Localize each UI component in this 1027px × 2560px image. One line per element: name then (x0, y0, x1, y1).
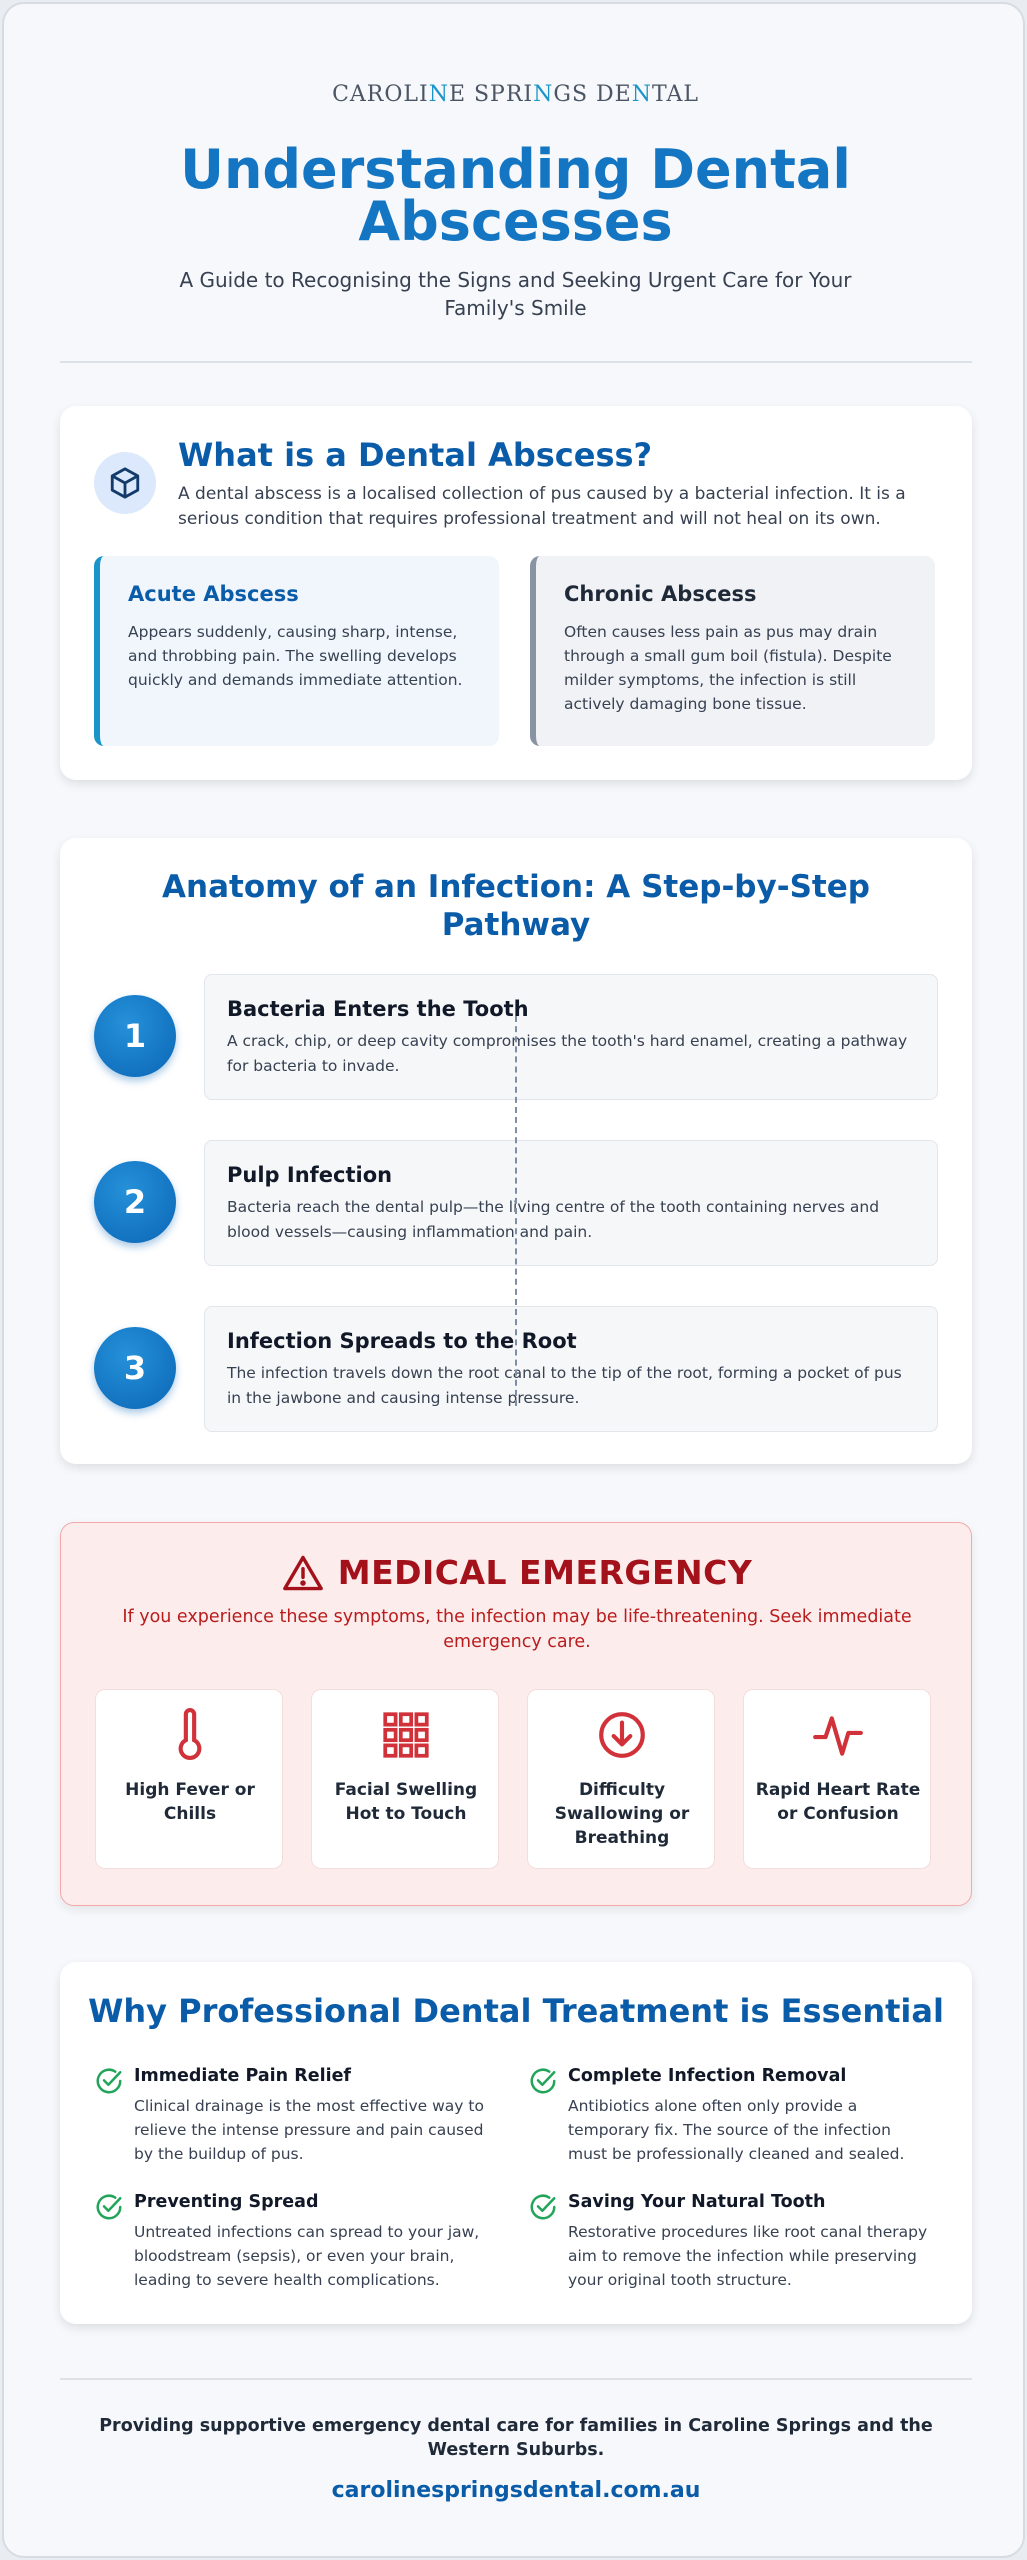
step-card (204, 1306, 938, 1432)
step-number: 1 (94, 995, 176, 1077)
divider (60, 2378, 972, 2380)
page-title-line2: Abscesses (358, 190, 673, 253)
symptom-label: High Fever or Chills (125, 1780, 255, 1824)
what-is-title: What is a Dental Abscess? (178, 436, 653, 474)
benefit-text: Antibiotics alone often only provide a temporary fix. The source of the infection must be professionally cleaned and sealed. (568, 2097, 905, 2163)
step-card (204, 974, 938, 1100)
what-is-text: A dental abscess is a localised collection of pus caused by a bacterial infection. It is a serious condition that requires professional treatment and will not heal on its own. (178, 484, 906, 529)
benefit-text: Clinical drainage is the most effective way to relieve the intense pressure and pain caused by the buildup of pus. (134, 2097, 484, 2163)
symptom-card (311, 1689, 499, 1869)
benefit-text: Restorative procedures like root canal therapy aim to remove the infection while preserving your original tooth structure. (568, 2223, 928, 2289)
benefit-title: Complete Infection Removal (568, 2066, 847, 2086)
step-title: Bacteria Enters the Tooth (227, 997, 529, 1021)
symptom-card (743, 1689, 931, 1869)
page-subtitle: A Guide to Recognising the Signs and Seeking Urgent Care for Your Family's Smile (179, 268, 852, 320)
step-text: Bacteria reach the dental pulp—the living centre of the tooth containing nerves and blood vessels—causing inflammation and pain. (227, 1198, 880, 1241)
chronic-abscess-box (530, 556, 935, 746)
symptom-card (95, 1689, 283, 1869)
why-title: Why Professional Dental Treatment is Essential (88, 1992, 944, 2030)
step-title: Pulp Infection (227, 1163, 393, 1187)
step-number: 2 (94, 1161, 176, 1243)
pathway-connector-line (515, 1016, 517, 1406)
anatomy-card (60, 838, 972, 1464)
thermometer-icon (165, 1708, 215, 1762)
step-title: Infection Spreads to the Root (227, 1329, 577, 1353)
symptom-card (527, 1689, 715, 1869)
anatomy-title: Anatomy of an Infection: A Step-by-Step Pathway (162, 869, 870, 943)
symptom-label: Rapid Heart Rate or Confusion (755, 1780, 921, 1824)
what-is-card (60, 406, 972, 780)
check-circle-icon (94, 2192, 124, 2222)
page-title-line1: Understanding Dental (180, 138, 851, 201)
grid-swelling-icon (381, 1708, 431, 1762)
step-text: A crack, chip, or deep cavity compromises the tooth's hard enamel, creating a pathway for bacteria to invade. (227, 1032, 908, 1075)
step-card (204, 1140, 938, 1266)
benefit-title: Immediate Pain Relief (134, 2066, 352, 2086)
tooth-icon (94, 452, 156, 514)
emergency-text: If you experience these symptoms, the infection may be life-threatening. Seek immediate emergency care. (122, 1607, 912, 1652)
acute-abscess-text: Appears suddenly, causing sharp, intense, and throbbing pain. The swelling develops quickly and demands immediate attention. (128, 623, 463, 689)
divider (60, 361, 972, 363)
footer-website-link[interactable]: carolinespringsdental.com.au (331, 2478, 701, 2503)
benefit-title: Preventing Spread (134, 2192, 319, 2212)
heartbeat-icon (813, 1708, 863, 1762)
symptom-label: Facial Swelling Hot to Touch (334, 1780, 478, 1824)
chronic-abscess-title: Chronic Abscess (564, 582, 757, 606)
infographic-page (2, 2, 1025, 2558)
page-title (4, 138, 1025, 253)
acute-abscess-title: Acute Abscess (128, 582, 299, 606)
arrow-down-circle-icon (597, 1708, 647, 1762)
emergency-header (61, 1553, 973, 1592)
brand-logo: CAROLINE SPRINGS DENTAL (332, 82, 699, 107)
chronic-abscess-text: Often causes less pain as pus may drain through a small gum boil (fistula). Despite milder symptoms, the infection is still actively damaging bone tissue. (564, 623, 892, 713)
step-text: The infection travels down the root canal to the tip of the root, forming a pocket of pus in the jawbone and causing intense pressure. (227, 1364, 902, 1407)
check-circle-icon (94, 2066, 124, 2096)
check-circle-icon (528, 2066, 558, 2096)
emergency-title: MEDICAL EMERGENCY (337, 1553, 753, 1592)
why-treatment-card (60, 1962, 972, 2324)
symptom-label: Difficulty Swallowing or Breathing (554, 1780, 690, 1848)
acute-abscess-box (94, 556, 499, 746)
benefit-title: Saving Your Natural Tooth (568, 2192, 826, 2212)
emergency-panel (60, 1522, 972, 1906)
warning-icon (282, 1554, 324, 1592)
check-circle-icon (528, 2192, 558, 2222)
step-number: 3 (94, 1327, 176, 1409)
footer-text: Providing supportive emergency dental care for families in Caroline Springs and the Western Suburbs. (99, 2416, 933, 2460)
benefit-text: Untreated infections can spread to your jaw, bloodstream (sepsis), or even your brain, leading to severe health complications. (134, 2223, 480, 2289)
